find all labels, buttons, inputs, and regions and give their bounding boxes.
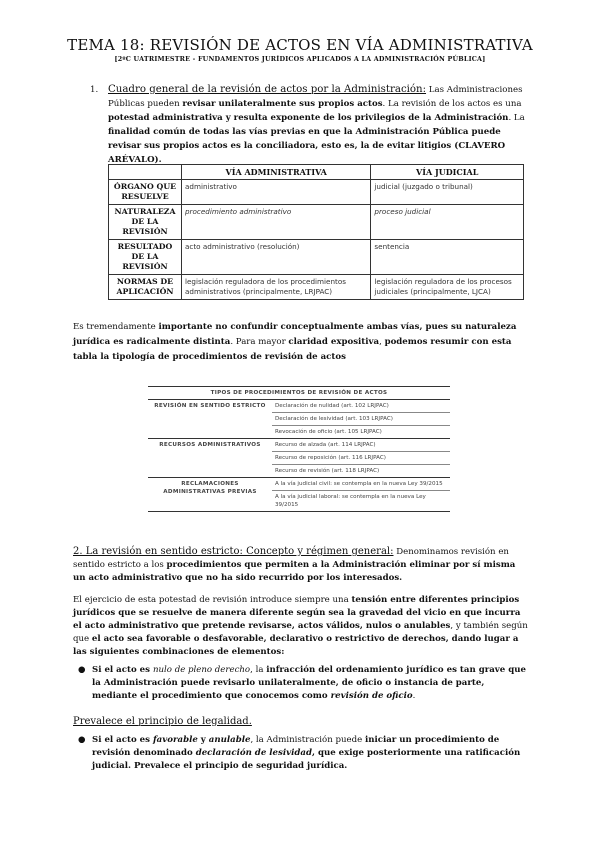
section-1-text: . La revisión de los actos es una <box>382 99 522 109</box>
bullet-italic: declaración de lesividad <box>195 748 312 758</box>
page-title: TEMA 18: REVISIÓN DE ACTOS EN VÍA ADMINISTRATIVA <box>67 36 533 54</box>
bullet-bold: iniciar un procedimiento de revisión denominado <box>92 735 500 758</box>
bullet-italic: anulable <box>208 735 251 745</box>
section-2-bold: procedimientos que permiten a la Administración eliminar por sí misma un acto administrativo que no ha sido recurrido por los interesados. <box>73 560 516 583</box>
section-1-bold: finalidad común de todas las vías previas en que la Administración Pública puede revisar sus propios actos es la conciliadora, esto es, la de evitar litigios (CLAVERO ARÉVALO). <box>108 127 506 165</box>
paragraph-text: , y también según que <box>73 621 528 644</box>
paragraph-text: El ejercicio de esta potestad de revisión introduce siempre una <box>73 595 352 605</box>
prevalece-heading: Prevalece el principio de legalidad. <box>73 716 252 727</box>
row-label: RESULTADO DE LA REVISIÓN <box>109 240 182 275</box>
group-item: Declaración de nulidad (art. 102 LRJPAC) <box>272 400 450 413</box>
group-label: REVISIÓN EN SENTIDO ESTRICTO <box>148 400 272 439</box>
bullet-text: . <box>412 691 416 701</box>
paragraph-bold: claridad expositiva <box>288 337 380 347</box>
table-header-row <box>109 165 524 180</box>
admin-cell: legislación reguladora de los procedimientos administrativos (principalmente, LRJPAC) <box>182 275 371 300</box>
bullet-item <box>78 734 528 773</box>
row-label: ÓRGANO QUE RESUELVE <box>109 180 182 205</box>
bullet-italic: nulo de pleno derecho <box>152 665 251 675</box>
table-row <box>109 180 524 205</box>
judicial-cell: proceso judicial <box>371 205 524 240</box>
paragraph-text: , <box>379 337 385 347</box>
table-header-cell: TIPOS DE PROCEDIMIENTOS DE REVISIÓN DE ACTOS <box>148 387 450 400</box>
bullet-bold: Si el acto es <box>92 735 153 745</box>
bullet-icon: ● <box>78 665 86 675</box>
table-header-row <box>148 387 450 400</box>
judicial-cell: judicial (juzgado o tribunal) <box>371 180 524 205</box>
bullet-bold: , que exige posteriormente una ratificación judicial. Prevalece el principio de seguridad jurídica. <box>92 748 521 771</box>
table-row <box>148 478 450 491</box>
bullet-text: , la <box>250 665 267 675</box>
paragraph-2 <box>73 320 528 365</box>
group-item: A la vía judicial laboral: se contempla en la nueva Ley 39/2015 <box>272 491 450 512</box>
section-1-number: 1. <box>90 85 99 95</box>
table-header-cell <box>109 165 182 180</box>
group-item: Recurso de alzada (art. 114 LRJPAC) <box>272 439 450 452</box>
section-1-heading: Cuadro general de la revisión de actos por la Administración: <box>108 84 427 95</box>
row-label: NATURALEZA DE LA REVISIÓN <box>109 205 182 240</box>
group-item: Recurso de revisión (art. 118 LRJPAC) <box>272 465 450 478</box>
paragraph-bold: el acto sea favorable o desfavorable, declarativo o restrictivo de derechos, dando lugar a las siguientes combinaciones de elementos: <box>73 634 519 657</box>
bullet-icon: ● <box>78 735 86 745</box>
page-subtitle: [2ºC UATRIMESTRE - FUNDAMENTOS JURÍDICOS APLICADOS A LA ADMINISTRACIÓN PÚBLICA] <box>114 55 486 63</box>
paragraph-3 <box>73 594 528 659</box>
bullet-bold: y <box>197 735 209 745</box>
table-header-cell: VÍA ADMINISTRATIVA <box>182 165 371 180</box>
row-label: NORMAS DE APLICACIÓN <box>109 275 182 300</box>
paragraph-bold: podemos resumir con esta tabla la tipología de procedimientos de revisión de actos <box>73 337 512 362</box>
section-1-text: . La <box>508 113 525 123</box>
table-row <box>109 275 524 300</box>
judicial-cell: legislación reguladora de los procesos judiciales (principalmente, LJCA) <box>371 275 524 300</box>
group-label: RECURSOS ADMINISTRATIVOS <box>148 439 272 478</box>
paragraph-bold: importante no confundir conceptualmente ambas vías, pues su naturaleza jurídica es radicalmente distinta <box>73 322 517 347</box>
group-item: Declaración de lesividad (art. 103 LRJPAC) <box>272 413 450 426</box>
section-2-text: Denominamos revisión en sentido estricto a los <box>73 547 509 570</box>
bullet-italic: favorable <box>152 735 198 745</box>
table-row <box>148 400 450 413</box>
group-label: RECLAMACIONES ADMINISTRATIVAS PREVIAS <box>148 478 272 512</box>
group-item: Revocación de oficio (art. 105 LRJPAC) <box>272 426 450 439</box>
section-1 <box>90 83 528 167</box>
judicial-cell: sentencia <box>371 240 524 275</box>
bullet-text: , la Administración puede <box>250 735 365 745</box>
group-item: Recurso de reposición (art. 116 LRJPAC) <box>272 452 450 465</box>
bullet-bold: Si el acto es <box>92 665 153 675</box>
paragraph-bold: tensión entre diferentes principios jurídicos que se resuelve de manera diferente según sea la gravedad del vicio en que incurra el acto administrativo que pretende revisarse, actos válidos, nulos o anulables <box>73 595 521 631</box>
table-row <box>109 205 524 240</box>
comparison-table <box>108 164 524 300</box>
bullet-item <box>78 664 528 703</box>
procedure-types-table <box>148 386 450 512</box>
table-header-cell: VÍA JUDICIAL <box>371 165 524 180</box>
admin-cell: administrativo <box>182 180 371 205</box>
table-row <box>109 240 524 275</box>
bullet-italic: revisión de oficio <box>330 691 413 701</box>
section-2 <box>73 545 528 585</box>
section-1-bold: revisar unilateralmente sus propios actos <box>182 99 383 109</box>
paragraph-text: Es tremendamente <box>73 322 159 332</box>
section-1-text: Las Administraciones Públicas pueden <box>108 85 523 109</box>
table-row <box>148 439 450 452</box>
section-1-bold: potestad administrativa y resulta exponente de los privilegios de la Administración <box>108 113 509 123</box>
paragraph-text: . Para mayor <box>230 337 289 347</box>
section-2-heading: 2. La revisión en sentido estricto: Concepto y régimen general: <box>73 546 394 557</box>
admin-cell: procedimiento administrativo <box>182 205 371 240</box>
admin-cell: acto administrativo (resolución) <box>182 240 371 275</box>
group-item: A la vía judicial civil: se contempla en la nueva Ley 39/2015 <box>272 478 450 491</box>
bullet-bold: infracción del ordenamiento jurídico es tan grave que la Administración puede revisarlo unilateralmente, de oficio o instancia de parte, mediante el procedimiento que conocemos como <box>92 665 526 701</box>
